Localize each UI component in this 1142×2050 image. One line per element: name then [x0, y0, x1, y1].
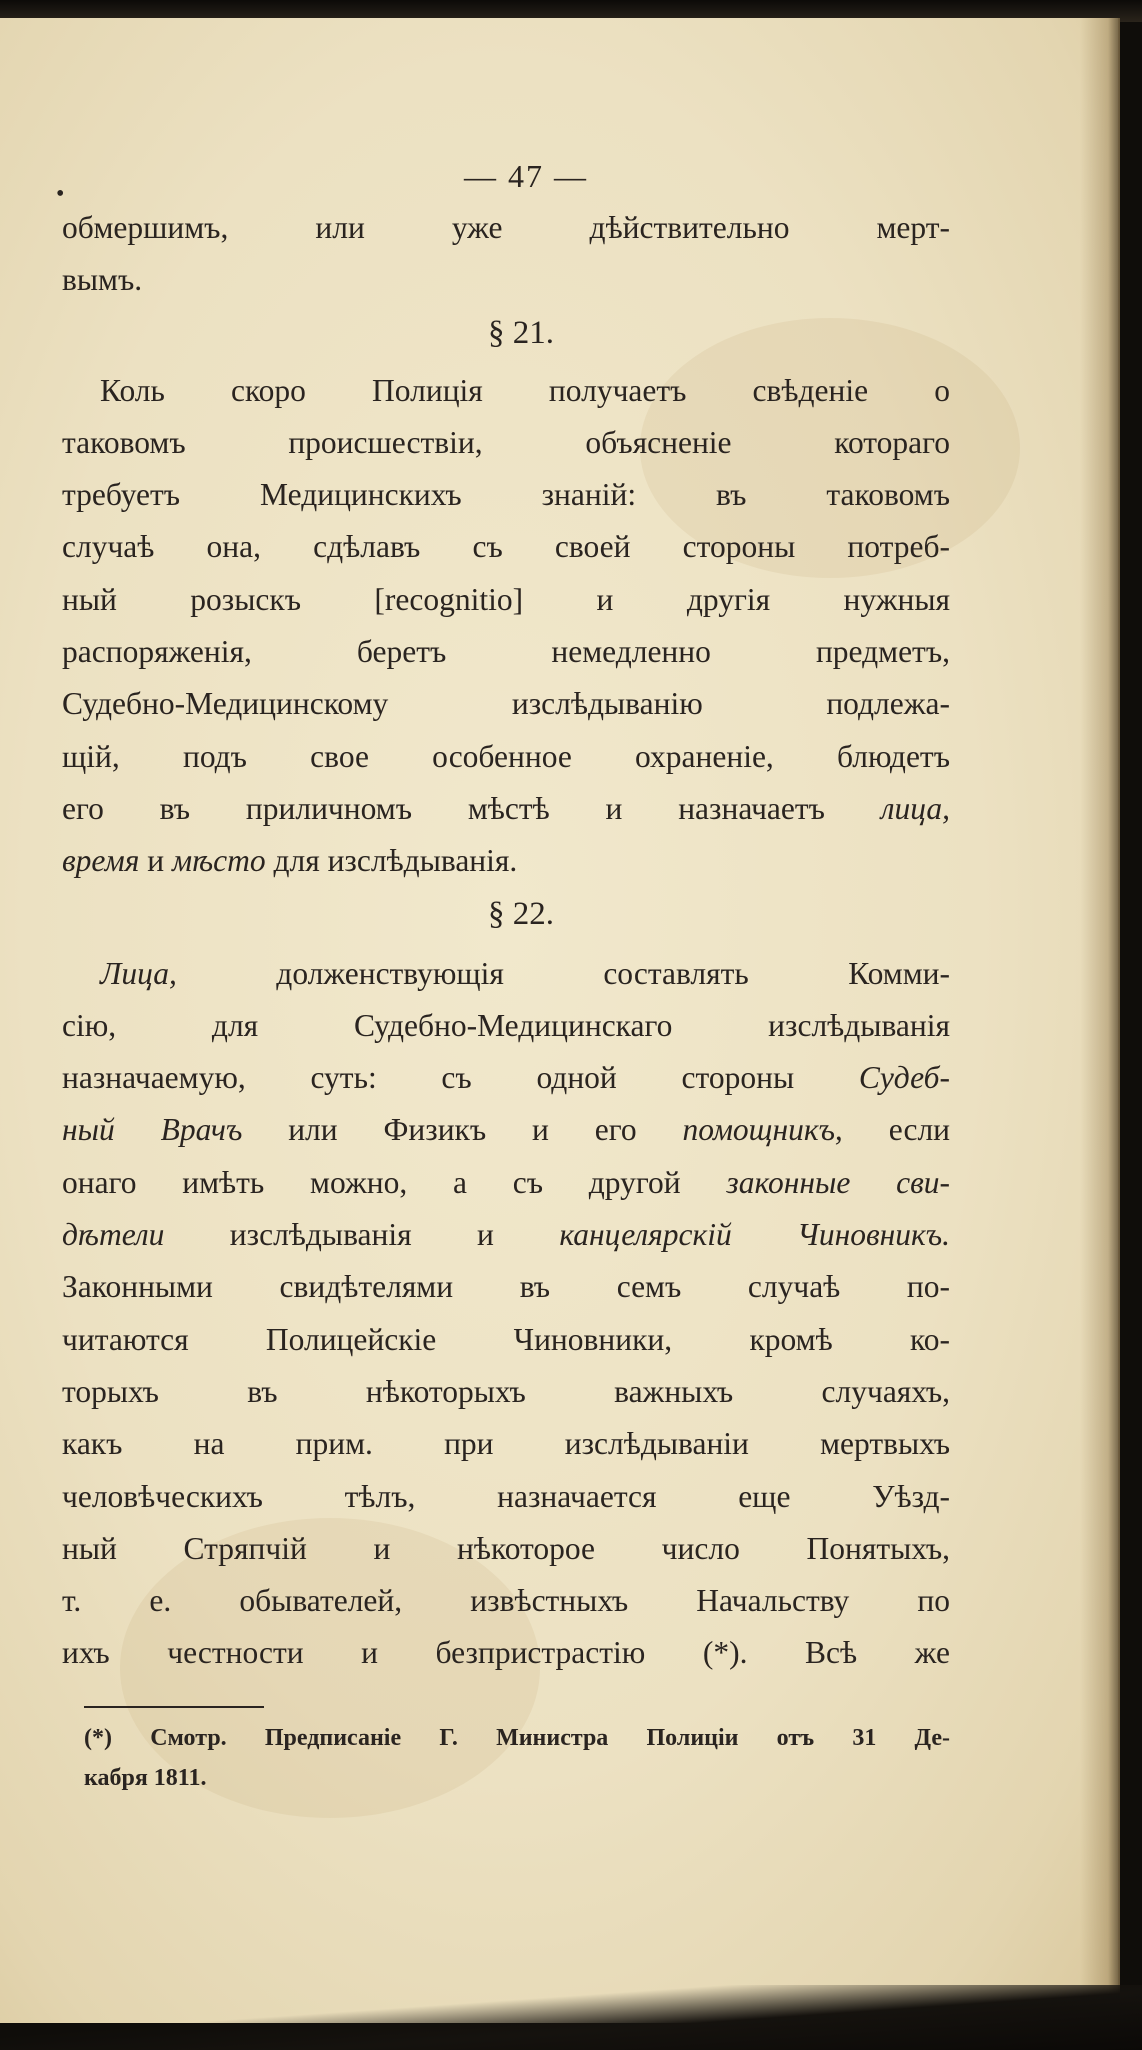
line-text: онаго имѣть можно, а съ другой — [62, 1164, 681, 1200]
line-text: для изслѣдыванія. — [273, 843, 518, 879]
emphasis-judicial: Судеб- — [858, 1060, 950, 1096]
text-line — [62, 1209, 950, 1261]
text-line: вымъ. — [62, 262, 143, 298]
text-line — [62, 1157, 950, 1209]
emphasis-assistant: помощникъ, — [682, 1112, 843, 1148]
emphasis-witnesses: законные сви- — [726, 1164, 950, 1200]
line-text: изслѣдыванія и — [229, 1217, 494, 1253]
margin-marker: • — [56, 181, 65, 207]
emphasis-persons: Лица, — [100, 955, 177, 991]
text-line: человѣческихъ тѣлъ, назначается еще Уѣзд- — [62, 1478, 950, 1514]
line-text: если — [888, 1112, 950, 1148]
text-line: распоряженія, беретъ немедленно предметъ, — [62, 634, 950, 670]
emphasis-time: время — [62, 843, 140, 879]
text-line: торыхъ въ нѣкоторыхъ важныхъ случаяхъ, — [62, 1373, 950, 1409]
text-line — [62, 1052, 950, 1104]
emphasis-place: мѣсто — [171, 843, 266, 879]
line-text: и — [147, 843, 165, 879]
text-line: обмершимъ, или уже дѣйствительно мерт- — [62, 210, 950, 245]
text-line: щій, подъ свое особенное охраненіе, блюдетъ — [62, 738, 950, 774]
text-line: случаѣ она, сдѣлавъ съ своей стороны потреб- — [62, 529, 950, 565]
text-line: т. е. обывателей, извѣстныхъ Начальству по — [62, 1583, 950, 1619]
text-line: Законными свидѣтелями въ семъ случаѣ по- — [62, 1269, 950, 1305]
footnote-line: кабря 1811. — [84, 1764, 207, 1791]
text-line: ный Стряпчій и нѣкоторое число Понятыхъ, — [62, 1530, 950, 1566]
page-number: — 47 — — [464, 158, 588, 194]
footnote-divider — [84, 1706, 264, 1708]
line-text: его въ приличномъ мѣстѣ и назначаетъ — [62, 790, 825, 826]
text-line: какъ на прим. при изслѣдываніи мертвыхъ — [62, 1426, 950, 1462]
footnote-line: (*) Смотр. Предписаніе Г. Министра Полиціи отъ 31 Де- — [84, 1724, 950, 1751]
text-line: читаются Полицейскіе Чиновники, кромѣ ко- — [62, 1321, 950, 1357]
footnote — [84, 1718, 950, 1798]
line-text: долженствующія составлять Комми- — [276, 955, 950, 991]
line-text: или Физикъ и его — [288, 1112, 637, 1148]
section-heading-21: § 21. — [488, 314, 554, 351]
text-line: ихъ честности и безпристрастію (*). Всѣ же — [62, 1635, 950, 1671]
text-line: требуетъ Медицинскихъ знаній: въ таковомъ — [62, 477, 950, 513]
book-bottom-edge — [0, 1985, 1142, 2050]
text-line: сію, для Судебно-Медицинскаго изслѣдыванія — [62, 1007, 950, 1043]
text-line: Судебно-Медицинскому изслѣдыванію подлежа- — [62, 686, 950, 722]
emphasis-doctor: ный Врачъ — [62, 1112, 243, 1148]
emphasis-persons: лица, — [880, 790, 950, 826]
text-line — [62, 948, 950, 1000]
book-spine-shadow — [1080, 18, 1120, 2023]
text-line: ный розыскъ [recognitio] и другія нужныя — [62, 581, 950, 617]
page-text — [56, 150, 950, 1798]
text-line — [62, 1104, 950, 1156]
text-line — [62, 783, 950, 835]
text-line: таковомъ происшествіи, объясненіе котораго — [62, 424, 950, 460]
text-line — [62, 835, 950, 887]
section-heading-22: § 22. — [488, 895, 554, 932]
line-text: назначаемую, суть: съ одной стороны — [62, 1060, 795, 1096]
emphasis-witnesses-end: дѣтели — [62, 1217, 165, 1253]
text-line: Коль скоро Полиція получаетъ свѣденіе о — [100, 372, 950, 408]
emphasis-clerk: канцелярскій Чиновникъ. — [559, 1217, 950, 1253]
